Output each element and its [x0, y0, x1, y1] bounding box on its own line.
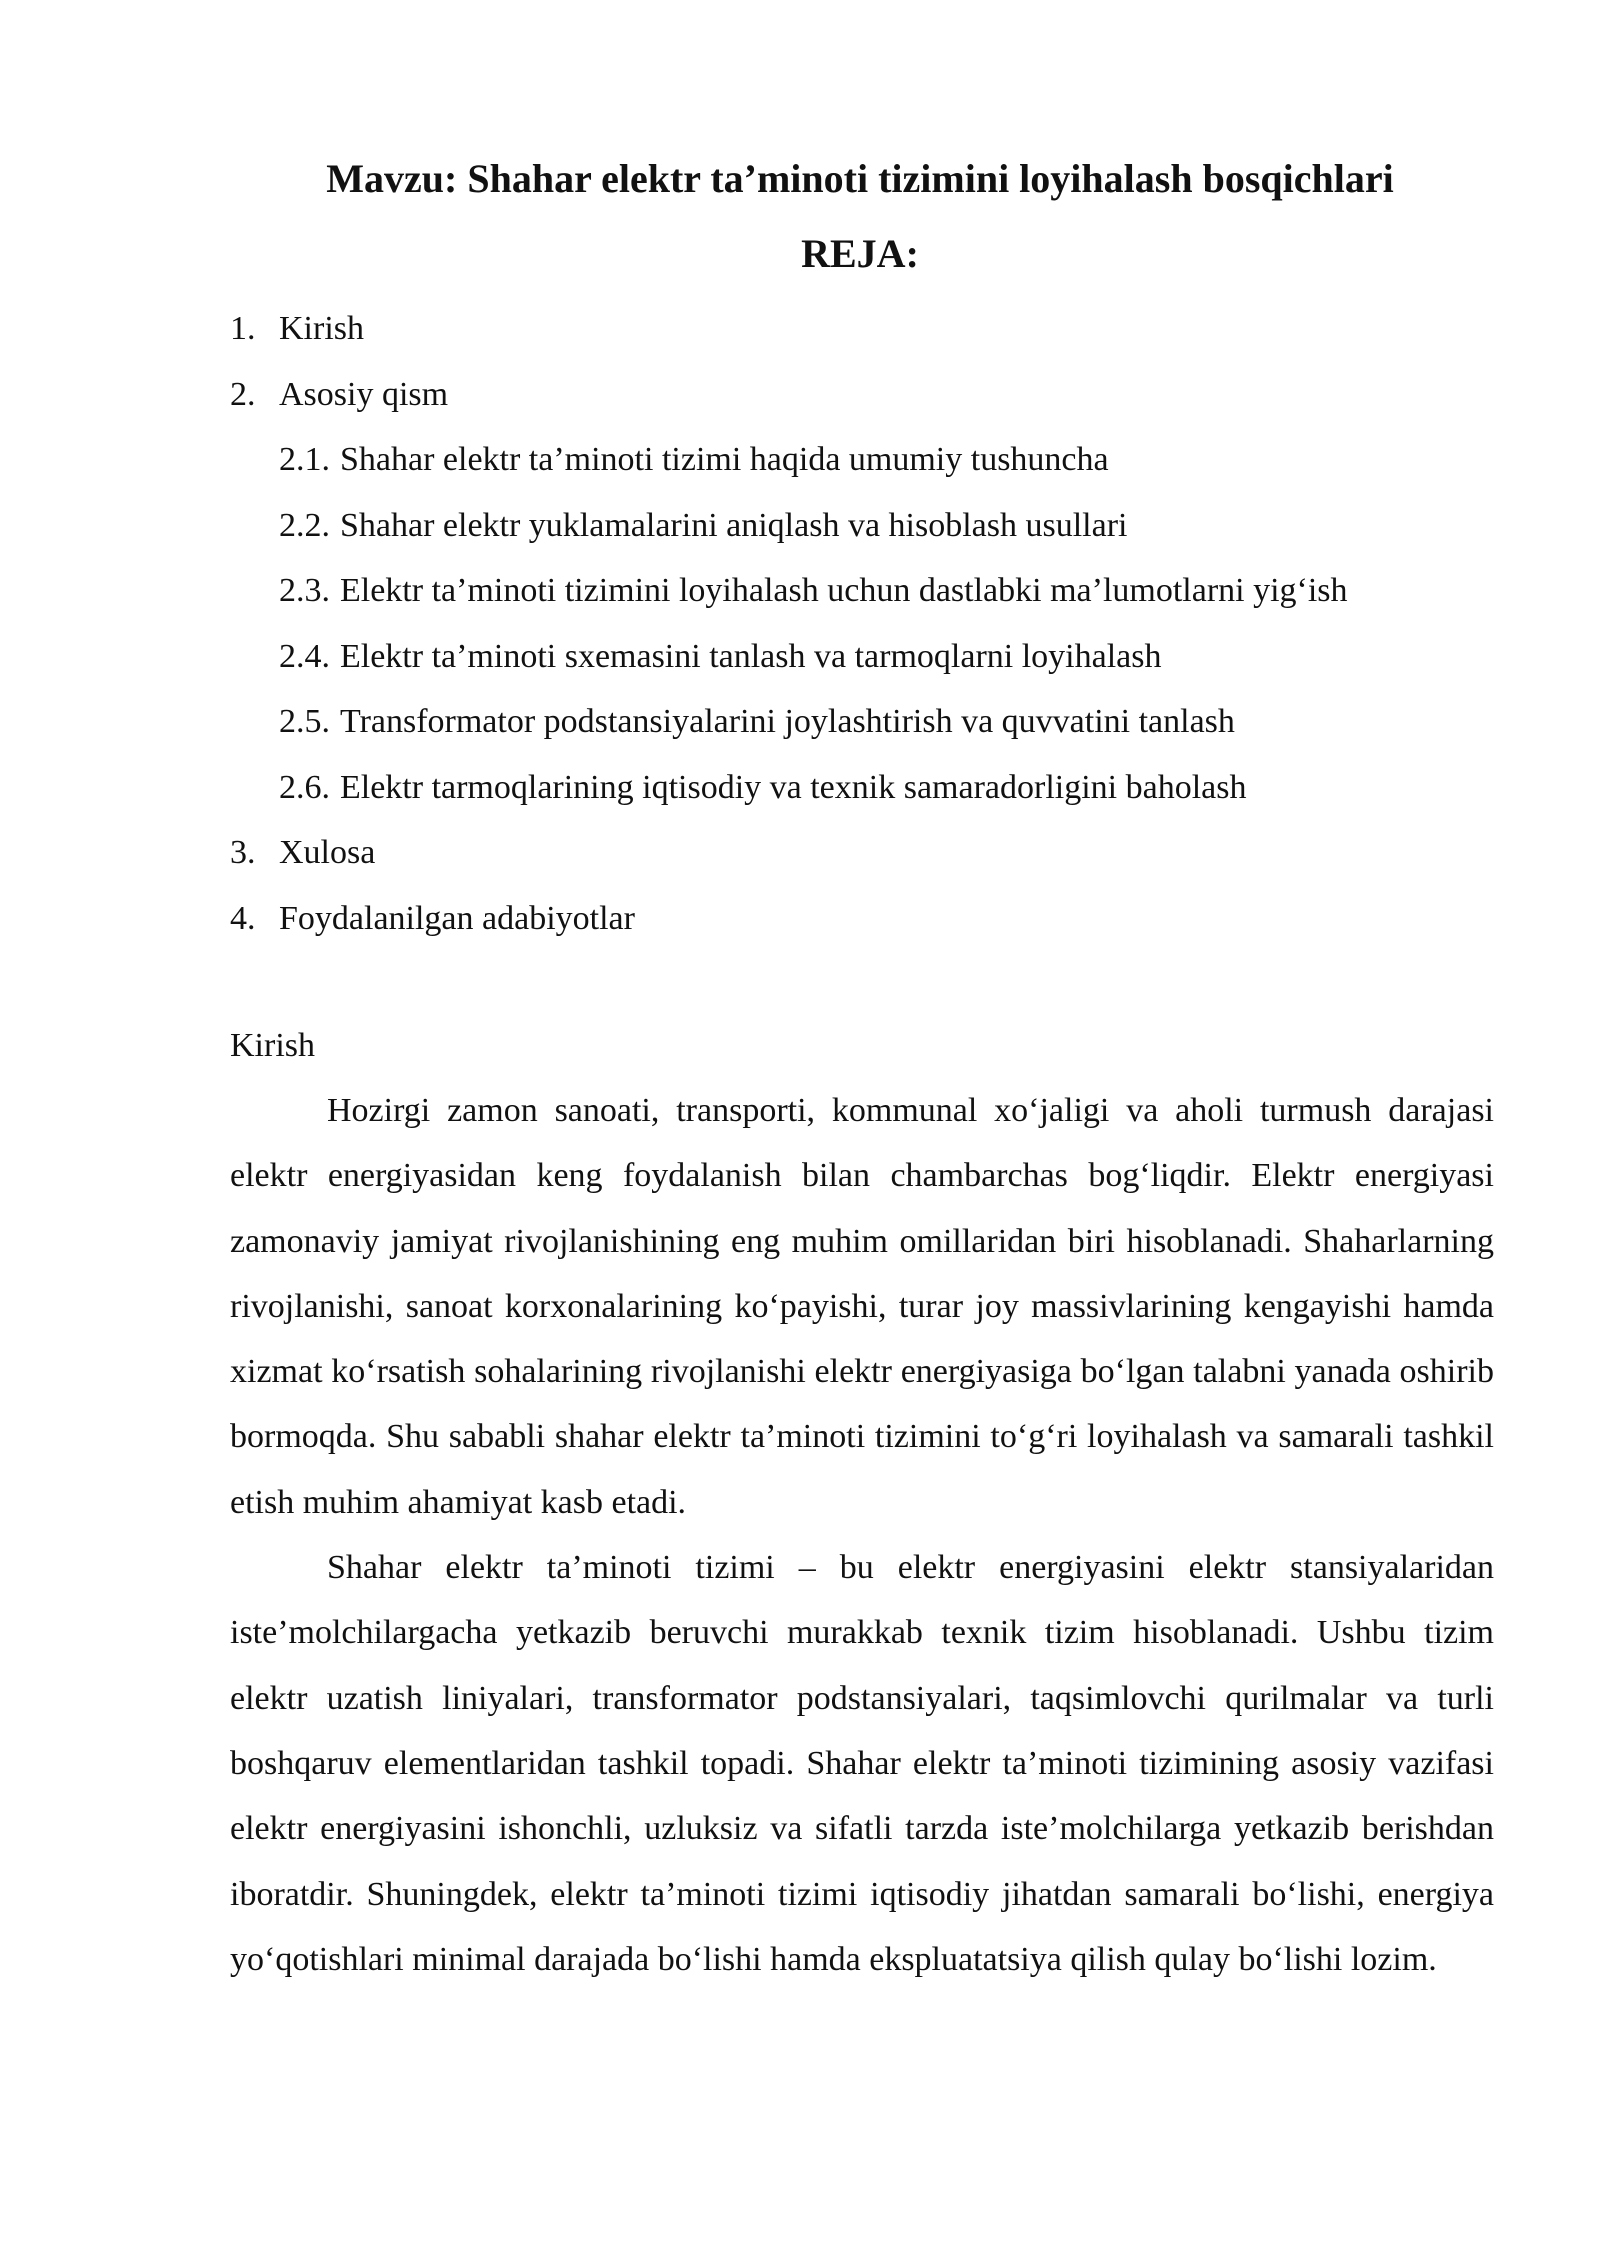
outline-item: [230, 362, 1500, 428]
outline-item-number: 2.1.: [279, 441, 330, 478]
outline-item-number: 2.2.: [279, 506, 330, 544]
outline-item-number: 2.5.: [279, 703, 330, 740]
outline-item-label: Shahar elektr yuklamalarini aniqlash va hisoblash usullari: [340, 506, 1128, 544]
body-paragraph: Hozirgi zamon sanoati, transporti, kommunal xo‘jaligi va aholi turmush darajasi elektr energiyasidan keng foydalanish bilan chambarchas bog‘liqdir. Elektr energiyasi zamonaviy jamiyat rivojlanishining eng muhim omillaridan biri hisoblanadi. Shaharlarning rivojlanishi, sanoat korxonalarining ko‘payishi, turar joy massivlarining kengayishi hamda xizmat ko‘rsatish sohalarining rivojlanishi elektr energiyasiga bo‘lgan talabni yanada oshirib bormoqda. Shu sababli shahar elektr ta’minoti tizimini to‘g‘ri loyihalash va samarali tashkil etish muhim ahamiyat kasb etadi.: [230, 1092, 1494, 1521]
outline-item: [230, 296, 1500, 362]
outline-item-label: Elektr tarmoqlarining iqtisodiy va texnik samaradorligini baholash: [340, 768, 1247, 806]
outline-item-label: Transformator podstansiyalarini joylashtirish va quvvatini tanlash: [340, 703, 1235, 740]
plan-outline: [230, 296, 1500, 951]
document-title: Mavzu: Shahar elektr ta’minoti tizimini loyihalash bosqichlari: [326, 156, 1394, 201]
outline-subitem: [230, 689, 1500, 755]
outline-item-label: Shahar elektr ta’minoti tizimi haqida umumiy tushuncha: [340, 441, 1109, 478]
outline-subitem: [230, 624, 1500, 690]
outline-item-label: Elektr ta’minoti tizimini loyihalash uchun dastlabki ma’lumotlarni yig‘ish: [340, 572, 1348, 609]
outline-item-number: 3.: [230, 834, 256, 871]
outline-item-number: 4.: [230, 899, 256, 937]
outline-subitem: [230, 558, 1500, 624]
outline-item-number: 2.6.: [279, 768, 330, 806]
section-heading-introduction: Kirish: [230, 1027, 315, 1064]
body-paragraph: Shahar elektr ta’minoti tizimi – bu elektr energiyasini elektr stansiyalaridan iste’molchilargacha yetkazib beruvchi murakkab texnik tizim hisoblanadi. Ushbu tizim elektr uzatish liniyalari, transformator podstansiyalari, taqsimlovchi qurilmalar va turli boshqaruv elementlaridan tashkil topadi. Shahar elektr ta’minoti tizimining asosiy vazifasi elektr energiyasini ishonchli, uzluksiz va sifatli tarzda iste’molchilarga yetkazib berishdan iboratdir. Shuningdek, elektr ta’minoti tizimi iqtisodiy jihatdan samarali bo‘lishi, energiya yo‘qotishlari minimal darajada bo‘lishi hamda ekspluatatsiya qilish qulay bo‘lishi lozim.: [230, 1549, 1494, 1978]
outline-subitem: [230, 755, 1500, 821]
outline-item-label: Kirish: [279, 310, 364, 347]
outline-item-label: Foydalanilgan adabiyotlar: [279, 899, 635, 937]
outline-item-label: Asosiy qism: [279, 375, 449, 413]
outline-item-number: 2.4.: [279, 637, 330, 675]
outline-item-label: Xulosa: [279, 834, 376, 871]
outline-item: [230, 820, 1500, 886]
outline-subitem: [230, 427, 1500, 493]
outline-item-number: 1.: [230, 310, 256, 347]
outline-subitem: [230, 493, 1500, 559]
outline-item-number: 2.: [230, 375, 256, 413]
body-text: [230, 1078, 1494, 1992]
outline-item: [230, 886, 1500, 952]
outline-item-label: Elektr ta’minoti sxemasini tanlash va tarmoqlarni loyihalash: [340, 637, 1162, 675]
plan-heading: REJA:: [801, 231, 919, 276]
outline-item-number: 2.3.: [279, 572, 330, 609]
